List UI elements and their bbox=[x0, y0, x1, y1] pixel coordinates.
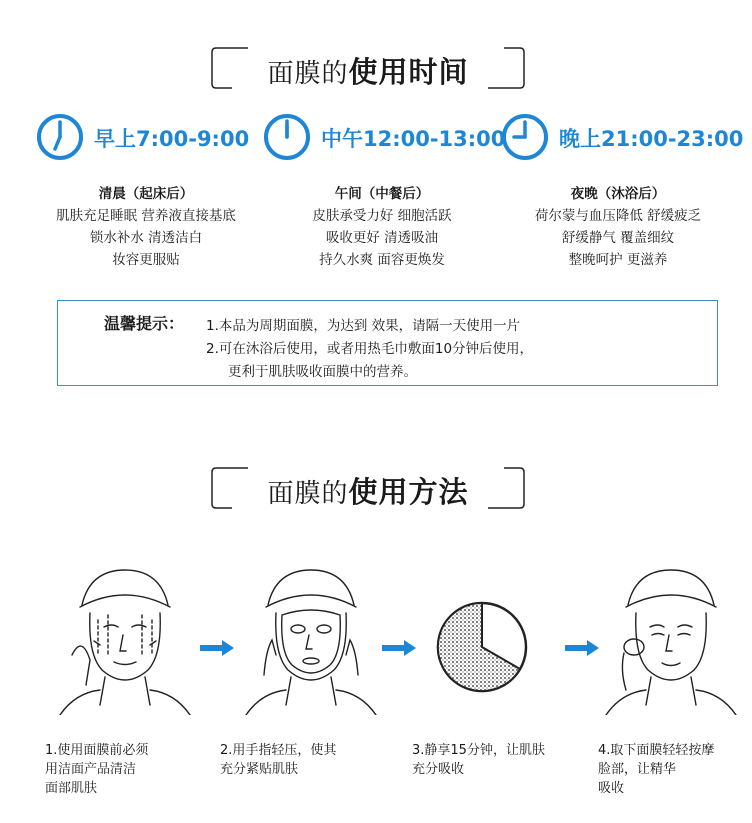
step-3-text bbox=[412, 741, 562, 779]
tip-line: 1.本品为周期面膜，为达到 效果，请隔一天使用一片 bbox=[206, 318, 521, 334]
morning-description bbox=[26, 183, 266, 271]
tips-box bbox=[57, 300, 718, 386]
face-illustration-step2 bbox=[236, 565, 386, 715]
night-description bbox=[498, 183, 738, 271]
tips-label: 温馨提示： bbox=[104, 314, 185, 333]
slot-heading: 清晨（起床后） bbox=[98, 186, 194, 202]
slot-line: 持久水爽 面容更焕发 bbox=[319, 252, 445, 268]
slot-line: 肌肤充足睡眠 营养液直接基底 bbox=[56, 208, 236, 224]
step-line: 充分吸收 bbox=[412, 762, 465, 777]
timer-illustration bbox=[432, 597, 532, 697]
title-light: 面膜的 bbox=[267, 59, 349, 89]
clock-icon bbox=[36, 112, 88, 164]
step-line: 用洁面产品清洁 bbox=[45, 762, 137, 777]
slot-line: 锁水补水 清透洁白 bbox=[89, 230, 203, 246]
method-section-title bbox=[210, 462, 526, 514]
step-line: 脸部，让精华 bbox=[598, 762, 677, 777]
step-line: 2.用手指轻压，使其 bbox=[220, 743, 337, 758]
slot-line: 舒缓静气 覆盖细纹 bbox=[561, 230, 675, 246]
tip-line: 2.可在沐浴后使用，或者用热毛巾敷面10分钟后使用， bbox=[206, 341, 534, 357]
step-2-text bbox=[220, 741, 370, 779]
face-illustration-step1 bbox=[50, 565, 200, 715]
title-bold: 使用方法 bbox=[348, 475, 469, 509]
step-4-text bbox=[598, 741, 748, 798]
tip-line: 更利于肌肤吸收面膜中的营养。 bbox=[228, 364, 417, 380]
step-line: 3.静享15分钟，让肌肤 bbox=[412, 743, 545, 758]
section-title bbox=[210, 470, 526, 511]
time-label: 中午12:00-13:00 bbox=[321, 127, 506, 151]
clock-icon bbox=[263, 112, 315, 164]
timing-section-title bbox=[210, 42, 526, 94]
slot-line: 吸收更好 清透吸油 bbox=[325, 230, 439, 246]
title-light: 面膜的 bbox=[267, 479, 349, 509]
slot-line: 荷尔蒙与血压降低 舒缓疲乏 bbox=[534, 208, 702, 224]
step-line: 4.取下面膜轻轻按摩 bbox=[598, 743, 715, 758]
arrow-right-icon bbox=[200, 640, 236, 656]
page-title bbox=[210, 50, 526, 91]
time-label: 晚上21:00-23:00 bbox=[559, 127, 744, 151]
noon-description bbox=[262, 183, 502, 271]
slot-line: 妆容更服贴 bbox=[112, 252, 180, 268]
slot-heading: 夜晚（沐浴后） bbox=[570, 186, 666, 202]
step-line: 吸收 bbox=[598, 781, 625, 796]
step-line: 1.使用面膜前必须 bbox=[45, 743, 149, 758]
step-1-text bbox=[45, 741, 195, 798]
face-illustration-step4 bbox=[596, 565, 746, 715]
step-line: 面部肌肤 bbox=[45, 781, 98, 796]
title-bold: 使用时间 bbox=[348, 55, 469, 89]
clock-icon bbox=[501, 112, 553, 164]
step-line: 充分紧贴肌肤 bbox=[220, 762, 299, 777]
slot-line: 皮肤承受力好 细胞活跃 bbox=[312, 208, 452, 224]
slot-heading: 午间（中餐后） bbox=[334, 186, 430, 202]
time-label: 早上7:00-9:00 bbox=[94, 127, 250, 151]
slot-line: 整晚呵护 更滋养 bbox=[568, 252, 668, 268]
arrow-right-icon bbox=[382, 640, 418, 656]
